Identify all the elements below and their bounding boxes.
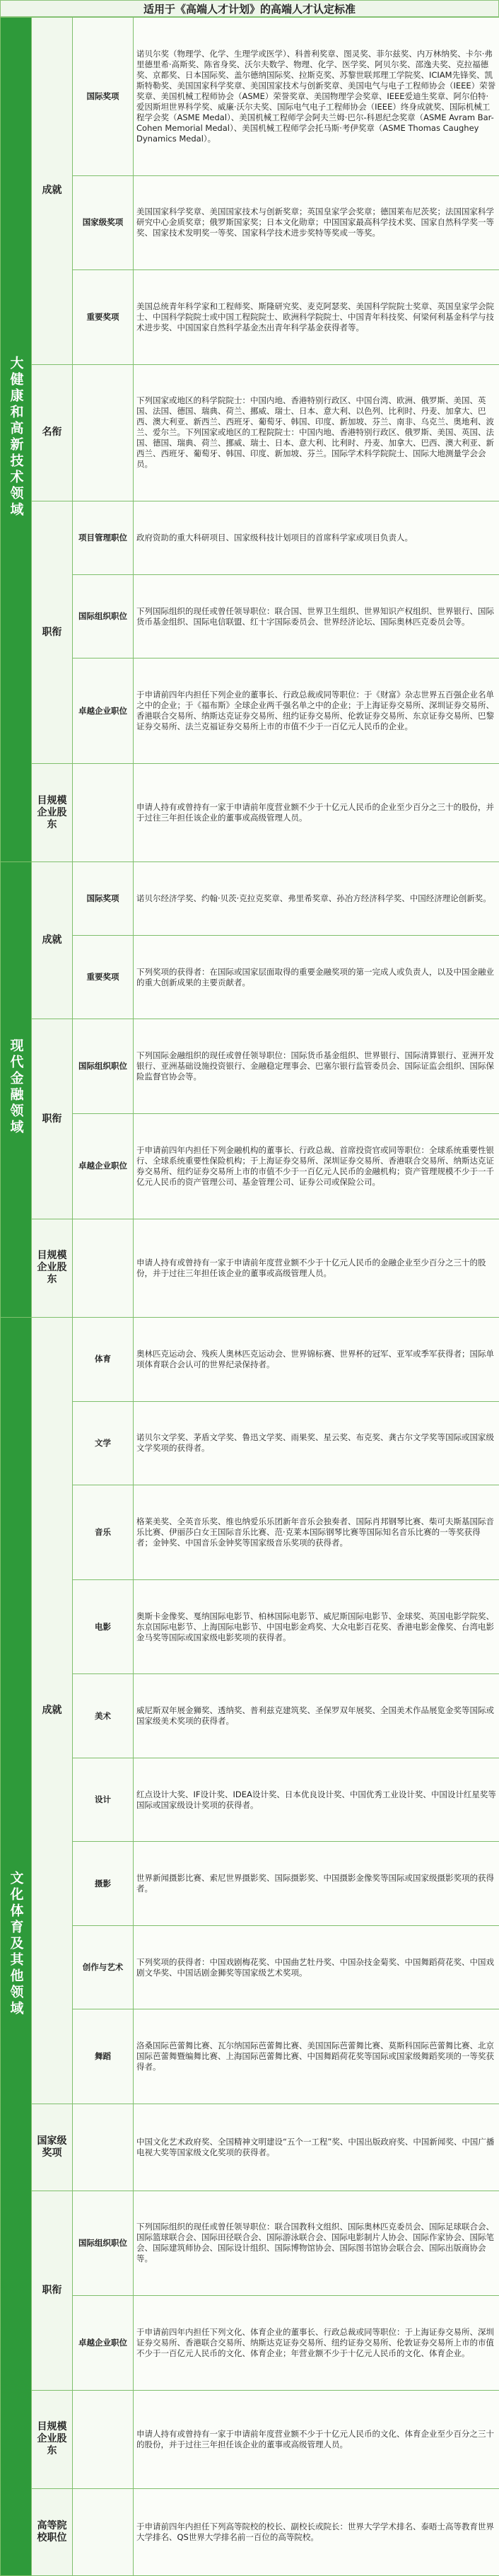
criteria-text: 美国总统青年科学家和工程师奖、斯隆研究奖、麦克阿瑟奖、美国科学院院士奖章、英国皇家学会院士、中国科学院院士或中国工程院院士、欧洲科学院院士、中国青年科技奖、何梁何利基金科学与技术进步奖、中国国家自然科学基金杰出青年科学基金获得者等。 <box>134 270 499 365</box>
subcategory-cell: 卓越企业职位 <box>73 2296 134 2391</box>
subcategory-cell <box>73 1219 134 1318</box>
category-cell: 目规模企业股东 <box>32 2390 73 2489</box>
page-title: 适用于《高端人才计划》的高端人才认定标准 <box>0 0 499 17</box>
subcategory-cell: 创作与艺术 <box>73 1925 134 2009</box>
category-cell: 国家级奖项 <box>32 2104 73 2191</box>
table-row <box>1 1019 499 1114</box>
criteria-text: 洛桑国际芭蕾舞比赛、瓦尔纳国际芭蕾舞比赛、美国国际芭蕾舞比赛、莫斯科国际芭蕾舞比赛、北京国际芭蕾舞暨编舞比赛、上海国际芭蕾舞比赛、中国舞蹈荷花奖等国际或国家级舞蹈奖项的一等奖获得者。 <box>134 2009 499 2104</box>
table-row <box>1 1401 499 1485</box>
criteria-text: 政府资助的重大科研项目、国家级科技计划项目的首席科学家或项目负责人。 <box>134 501 499 575</box>
subcategory-cell: 国际组织职位 <box>73 1019 134 1114</box>
table-row <box>1 2191 499 2296</box>
subcategory-cell: 国家级奖项 <box>73 175 134 270</box>
subcategory-cell: 舞蹈 <box>73 2009 134 2104</box>
domain-label: 现代金融领域 <box>8 1038 24 1137</box>
category-cell: 职衔 <box>32 1019 73 1219</box>
subcategory-cell: 卓越企业职位 <box>73 658 134 764</box>
domain-label: 文化体育及其他领域 <box>8 1870 24 2017</box>
subcategory-cell: 音乐 <box>73 1485 134 1580</box>
subcategory-cell: 电影 <box>73 1579 134 1674</box>
criteria-text: 于申请前四年内担任下列金融机构的董事长、行政总裁、首席投资官或同等职位：全球系统重要性银行、全球系统重要性保险机构；于上海证券交易所、深圳证券交易所、香港联合交易所、纳斯达克证券交易所、纽约证券交易所上市的市值不少于一百亿元人民币的金融机构；资产管理规模不少于一千亿元人民币的资产管理公司、基金管理公司、证券公司或保险公司。 <box>134 1114 499 1219</box>
criteria-text: 下列奖项的获得者：中国戏剧梅花奖、中国曲艺牡丹奖、中国杂技金菊奖、中国舞蹈荷花奖、中国戏剧文华奖、中国话剧金狮奖等国家级艺术奖项。 <box>134 1925 499 2009</box>
table-row <box>1 2390 499 2489</box>
subcategory-cell: 国际组织职位 <box>73 574 134 658</box>
criteria-text: 红点设计大奖、IF设计奖、IDEA设计奖、日本优良设计奖、中国优秀工业设计奖、中国设计红星奖等国际或国家级设计奖项的获得者。 <box>134 1758 499 1842</box>
subcategory-cell: 卓越企业职位 <box>73 1114 134 1219</box>
table-row <box>1 270 499 365</box>
criteria-text: 下列奖项的获得者：在国际或国家层面取得的重要金融奖项的第一完成人或负责人，以及中国金融业的重大创新成果的主要贡献者。 <box>134 935 499 1019</box>
table-row <box>1 1925 499 2009</box>
subcategory-cell: 重要奖项 <box>73 270 134 365</box>
criteria-text: 奥斯卡金像奖、戛纳国际电影节、柏林国际电影节、威尼斯国际电影节、金球奖、英国电影学院奖、东京国际电影节、上海国际电影节、中国电影金鸡奖、大众电影百花奖、香港电影金像奖、台湾电影金马奖等国际或国家级电影奖项的获得者。 <box>134 1579 499 1674</box>
table-row <box>1 1674 499 1758</box>
table-row <box>1 1842 499 1926</box>
category-cell: 名衔 <box>32 364 73 501</box>
criteria-text: 申请人持有或曾持有一家于申请前年度营业额不少于十亿元人民币的企业至少百分之三十的股份，并于过往三年担任该企业的董事或高级管理人员。 <box>134 763 499 862</box>
category-cell: 高等院校职位 <box>32 2489 73 2576</box>
table-row <box>1 658 499 764</box>
criteria-text: 申请人持有或曾持有一家于申请前年度营业额不少于十亿元人民币的金融企业至少百分之三十的股份，并于过往三年担任该企业的董事或高级管理人员。 <box>134 1219 499 1318</box>
criteria-table-grid <box>0 17 499 2576</box>
subcategory-cell: 摄影 <box>73 1842 134 1926</box>
criteria-text: 申请人持有或曾持有一家于申请前年度营业额不少于十亿元人民币的文化、体育企业至少百分之三十的股份，并于过往三年担任该企业的董事或高级管理人员。 <box>134 2390 499 2489</box>
category-cell: 成就 <box>32 1318 73 2104</box>
table-row <box>1 501 499 575</box>
table-row <box>1 935 499 1019</box>
table-row <box>1 574 499 658</box>
table-row <box>1 1114 499 1219</box>
criteria-text: 下列国际组织的现任或曾任领导职位：联合国教科文组织、国际奥林匹克委员会、国际足球联合会、国际篮球联合会、国际田径联合会、国际游泳联合会、国际电影制片人协会、国际作家协会、国际笔会、国际建筑师协会、国际设计组织、国际博物馆协会、国际图书馆协会联合会、国际出版商协会等。 <box>134 2191 499 2296</box>
subcategory-cell: 体育 <box>73 1318 134 1402</box>
criteria-text: 诺贝尔经济学奖、约翰·贝茨·克拉克奖章、弗里希奖章、孙冶方经济科学奖、中国经济理论创新奖。 <box>134 862 499 936</box>
criteria-table <box>0 17 499 2576</box>
subcategory-cell: 美术 <box>73 1674 134 1758</box>
criteria-text: 中国文化艺术政府奖、全国精神文明建设“五个一工程”奖、中国出版政府奖、中国新闻奖、中国广播电视大奖等国家级文化奖项的获得者。 <box>134 2104 499 2191</box>
table-row <box>1 1318 499 1402</box>
table-row <box>1 2104 499 2191</box>
table-row <box>1 18 499 176</box>
subcategory-cell: 文学 <box>73 1401 134 1485</box>
subcategory-cell <box>73 2390 134 2489</box>
table-row <box>1 2296 499 2391</box>
table-row <box>1 1758 499 1842</box>
subcategory-cell <box>73 364 134 501</box>
table-row <box>1 862 499 936</box>
category-cell: 职衔 <box>32 2191 73 2390</box>
criteria-text: 奥林匹克运动会、残疾人奥林匹克运动会、世界锦标赛、世界杯的冠军、亚军或季军获得者；国际单项体育联合会认可的世界纪录保持者。 <box>134 1318 499 1402</box>
subcategory-cell: 国际奖项 <box>73 862 134 936</box>
criteria-text: 下列国际组织的现任或曾任领导职位：联合国、世界卫生组织、世界知识产权组织、世界银行、国际货币基金组织、国际电信联盟、红十字国际委员会、世界经济论坛、国际奥林匹克委员会等。 <box>134 574 499 658</box>
domain-cell <box>1 18 32 862</box>
subcategory-cell: 设计 <box>73 1758 134 1842</box>
criteria-text: 于申请前四年内担任下列高等院校的校长、副校长或院长：世界大学学术排名、泰晤士高等教育世界大学排名、QS世界大学排名前一百位的高等院校。 <box>134 2489 499 2576</box>
subcategory-cell <box>73 2489 134 2576</box>
table-row <box>1 2489 499 2576</box>
subcategory-cell: 项目管理职位 <box>73 501 134 575</box>
domain-cell <box>1 1318 32 2576</box>
criteria-text: 世界新闻摄影比赛、索尼世界摄影奖、国际摄影奖、中国摄影金像奖等国际或国家级摄影奖项的获得者。 <box>134 1842 499 1926</box>
domain-cell <box>1 862 32 1318</box>
table-row <box>1 1579 499 1674</box>
criteria-text: 于申请前四年内担任下列文化、体育企业的董事长、行政总裁或同等职位：于上海证券交易所、深圳证券交易所、香港联合交易所、纳斯达克证券交易所、纽约证券交易所、伦敦证券交易所上市的市值不少于一百亿元人民币的文化、体育企业；年营业额不少于十亿元人民币的文化、体育企业。 <box>134 2296 499 2391</box>
subcategory-cell <box>73 2104 134 2191</box>
category-cell: 成就 <box>32 18 73 365</box>
criteria-text: 下列国际金融组织的现任或曾任领导职位：国际货币基金组织、世界银行、国际清算银行、亚洲开发银行、亚洲基础设施投资银行、金融稳定理事会、巴塞尔银行监管委员会、国际证监会组织、国际保险监督官协会等。 <box>134 1019 499 1114</box>
criteria-text: 美国国家科学奖章、美国国家技术与创新奖章；英国皇家学会奖章；德国莱布尼茨奖；法国国家科学研究中心金质奖章；俄罗斯国家奖；日本文化勋章；中国国家最高科学技术奖、国家自然科学奖一等奖、国家技术发明奖一等奖、国家科学技术进步奖特等奖或一等奖。 <box>134 175 499 270</box>
category-cell: 目规模企业股东 <box>32 763 73 862</box>
criteria-text: 格莱美奖、全英音乐奖、维也纳爱乐乐团新年音乐会独奏者、国际肖邦钢琴比赛、柴可夫斯基国际音乐比赛、伊丽莎白女王国际音乐比赛、范·克莱本国际钢琴比赛等国际知名音乐比赛的一等奖获得者；金钟奖、中国音乐金钟奖等国家级音乐奖项的获得者。 <box>134 1485 499 1580</box>
subcategory-cell: 国际组织职位 <box>73 2191 134 2296</box>
criteria-text: 于申请前四年内担任下列企业的董事长、行政总裁或同等职位：于《财富》杂志世界五百强企业名单之中的企业；于《福布斯》全球企业两千强名单之中的企业；于上海证券交易所、深圳证券交易所、香港联合交易所、纳斯达克证券交易所、纽约证券交易所、伦敦证券交易所、东京证券交易所、巴黎证券交易所、法兰克福证券交易所上市的市值不少于一百亿元人民币的企业。 <box>134 658 499 764</box>
table-row <box>1 763 499 862</box>
category-cell: 目规模企业股东 <box>32 1219 73 1318</box>
category-cell: 成就 <box>32 862 73 1019</box>
table-row <box>1 2009 499 2104</box>
criteria-text: 下列国家或地区的科学院院士：中国内地、香港特别行政区、中国台湾、欧洲、俄罗斯、美国、英国、法国、德国、瑞典、荷兰、挪威、瑞士、日本、意大利、以色列、比利时、丹麦、加拿大、巴西、澳大利亚、新西兰、西班牙、葡萄牙、韩国、印度、新加坡、芬兰、南非、乌克兰、奥地利、波兰、爱尔兰。下列国家或地区的工程院院士：中国内地、香港特别行政区、俄罗斯、美国、英国、法国、德国、瑞典、荷兰、挪威、瑞士、日本、意大利、比利时、丹麦、加拿大、巴西、澳大利亚、新西兰、西班牙、葡萄牙、韩国、印度、新加坡、芬兰。国际学术科学院院士、国际大地测量学会会员。 <box>134 364 499 501</box>
criteria-text: 诺贝尔奖（物理学、化学、生理学或医学）、科普利奖章、图灵奖、菲尔兹奖、内万林纳奖、卡尔·弗里德里希·高斯奖、陈省身奖、沃尔夫数学、物理、化学、医学奖、阿贝尔奖、邵逸夫奖、克拉福德奖、京都奖、日本国际奖、盖尔德纳国际奖、拉斯克奖、苏黎世联邦理工学院奖、ICIAM先锋奖、凯斯特勒奖、美国国家科学奖章、美国国家技术与创新奖章、美国电气与电子工程师协会（IEEE）荣誉奖章、美国机械工程师协会（ASME）荣誉奖章、美国物理学会奖章、IEEE爱迪生奖章、阿尔伯特·爱因斯坦世界科学奖、威廉·沃尔夫奖、国际电气电子工程师协会（IEEE）终身成就奖、国际机械工程学会奖（ASME Medal）、美国机械工程师学会阿夫兰姆·巴尔-科恩纪念奖章（ASME Avram Bar-Cohen Memorial Medal）、美国机械工程师学会托马斯·考伊奖章（ASME Thomas Caughey Dynamics Medal）。 <box>134 18 499 176</box>
table-row <box>1 364 499 501</box>
category-cell: 职衔 <box>32 501 73 764</box>
criteria-text: 威尼斯双年展金狮奖、透纳奖、普利兹克建筑奖、圣保罗双年展奖、全国美术作品展览金奖等国际或国家级美术奖项的获得者。 <box>134 1674 499 1758</box>
subcategory-cell <box>73 763 134 862</box>
subcategory-cell: 重要奖项 <box>73 935 134 1019</box>
criteria-text: 诺贝尔文学奖、茅盾文学奖、鲁迅文学奖、雨果奖、星云奖、布克奖、龚古尔文学奖等国际或国家级文学奖项的获得者。 <box>134 1401 499 1485</box>
table-row <box>1 175 499 270</box>
domain-label: 大健康和高新技术领域 <box>8 356 24 519</box>
table-row <box>1 1485 499 1580</box>
subcategory-cell: 国际奖项 <box>73 18 134 176</box>
table-row <box>1 1219 499 1318</box>
